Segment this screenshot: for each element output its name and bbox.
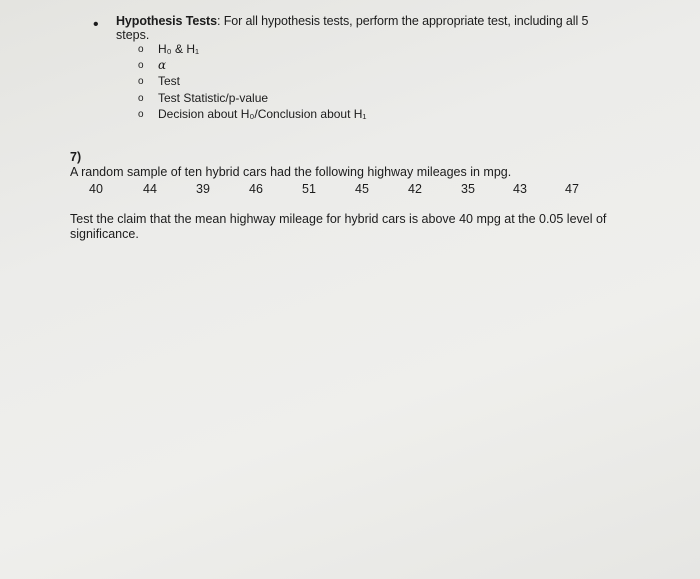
step-item-alpha [138,58,366,74]
instructions-line-1 [116,14,588,28]
bullet-marker: • [93,16,99,33]
steps-list [138,42,366,123]
step-item-decision [138,107,366,123]
mileage-value: 40 [89,182,103,196]
mileage-value: 51 [302,182,316,196]
step-label: α [158,58,167,73]
problem-intro: A random sample of ten hybrid cars had the following highway mileages in mpg. [70,165,512,179]
step-marker: o [138,76,144,88]
instructions-heading: Hypothesis Tests [116,14,217,28]
step-label: Decision about H₀/Conclusion about H₁ [158,106,367,121]
step-marker: o [138,60,144,72]
mileage-value: 43 [513,182,527,196]
instructions-line-2: steps. [116,28,150,42]
instructions-text: : For all hypothesis tests, perform the appropriate test, including all 5 [216,14,589,28]
step-item-test-statistic [138,91,366,107]
problem-number: 7) [70,150,82,164]
step-marker: o [138,108,144,120]
mileage-value: 46 [249,182,263,196]
step-label: Test Statistic/p-value [158,90,269,105]
mileage-value: 42 [408,182,422,196]
step-label: Test [158,74,181,89]
mileage-value: 35 [461,182,475,196]
mileage-value: 44 [143,182,157,196]
step-label: H₀ & H₁ [158,42,200,56]
problem-claim: Test the claim that the mean highway mileage for hybrid cars is above 40 mpg at the 0.05 level of significance. [70,212,607,241]
mileage-value: 45 [355,182,369,196]
step-marker: o [138,44,144,55]
step-item-hypotheses [138,42,366,58]
step-item-test [138,74,366,90]
mileage-value: 39 [196,182,210,196]
step-marker: o [138,92,144,104]
mileage-value: 47 [565,182,579,196]
